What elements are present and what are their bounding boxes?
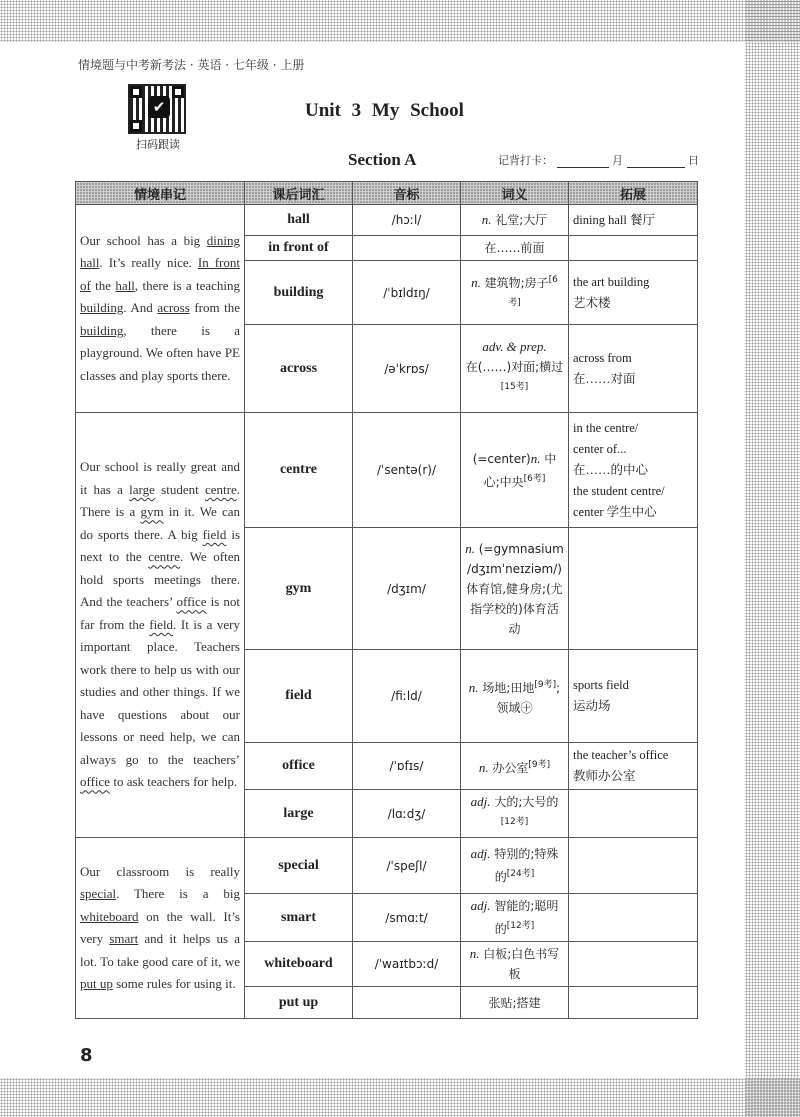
story-keyword: office	[176, 594, 207, 610]
phonetic: /ˈwaɪtbɔːd/	[353, 942, 461, 987]
story-keyword: smart	[109, 931, 139, 946]
story-keyword: gym	[140, 504, 164, 520]
meaning	[461, 650, 569, 743]
extension	[569, 987, 698, 1019]
meaning	[461, 205, 569, 236]
meaning-text: 在(……)对面;横过	[465, 360, 564, 374]
part-of-speech: adj.	[470, 846, 491, 861]
phonetic: /dʒɪm/	[353, 528, 461, 650]
vocab-word: gym	[245, 528, 353, 650]
extension-line: sports field	[573, 678, 629, 692]
story-keyword: hall	[115, 277, 135, 293]
story-text: . There is a big	[116, 886, 240, 901]
extension	[569, 838, 698, 894]
story-keyword: field	[202, 526, 227, 542]
story-keyword: across	[157, 300, 190, 316]
extension-line: center of...	[573, 441, 627, 456]
story-keyword: office	[80, 774, 111, 790]
exam-count-badge: [15考]	[500, 382, 529, 392]
checkin-label: 记背打卡：	[498, 154, 553, 167]
phonetic: /ˈbɪldɪŋ/	[353, 261, 461, 325]
extension-line: across from	[573, 350, 632, 365]
phonetic: /lɑːdʒ/	[353, 790, 461, 838]
story-text: Our classroom is really	[80, 863, 240, 879]
meaning	[461, 236, 569, 261]
extension-line: the teacher’s office	[573, 748, 669, 762]
story-keyword: field	[149, 616, 174, 632]
unit-title: Unit 3 My School	[305, 100, 464, 121]
part-of-speech: n.	[481, 212, 492, 227]
book-title: 情境题与中考新考法 · 英语 · 七年级 · 上册	[78, 58, 305, 72]
vocab-word: put up	[245, 987, 353, 1019]
story-text: on the wall. It’s very	[80, 908, 240, 946]
story-keyword: building	[80, 322, 124, 338]
month-blank[interactable]	[557, 167, 609, 168]
part-of-speech: n.	[465, 540, 475, 556]
story-keyword: building	[80, 300, 124, 316]
vocab-word: centre	[245, 413, 353, 528]
meaning-text: 白板;白色书写板	[479, 947, 560, 981]
story-text: . And	[123, 300, 158, 316]
extension	[569, 743, 698, 790]
extension	[569, 942, 698, 987]
meaning	[461, 838, 569, 894]
extension	[569, 790, 698, 838]
meaning	[461, 987, 569, 1019]
meaning-text: 智能的;聪明的	[490, 899, 559, 936]
phonetic: /əˈkrɒs/	[353, 325, 461, 413]
meaning-text: 礼堂;大厅	[491, 213, 548, 227]
extension-line: 在……的中心	[573, 462, 649, 477]
meaning-text: 大的;大号的	[490, 795, 559, 809]
vocab-word: office	[245, 743, 353, 790]
checkin-line	[498, 152, 699, 168]
vocab-word: hall	[245, 205, 353, 236]
month-label: 月	[612, 154, 623, 167]
story-text: is next to the	[80, 526, 241, 565]
extension	[569, 261, 698, 325]
part-of-speech: n.	[530, 450, 541, 466]
header-extension: 拓展	[569, 182, 698, 205]
scan-border-right	[745, 0, 800, 1117]
extension	[569, 325, 698, 413]
phonetic: /smɑːt/	[353, 894, 461, 942]
story-text: . It’s really nice.	[99, 255, 198, 271]
part-of-speech: n.	[471, 274, 481, 290]
extension-line: the student centre/	[573, 483, 665, 498]
exam-count-badge: [12考]	[500, 817, 529, 827]
extension-line: center 学生中心	[573, 504, 657, 519]
story-text: is not far from the	[80, 594, 240, 632]
story-text: . We often hold sports meetings there. And the teachers’	[80, 549, 240, 610]
header-ipa: 音标	[353, 182, 461, 205]
phonetic: /hɔːl/	[353, 205, 461, 236]
extension-line: in the centre/	[573, 420, 639, 435]
meaning-text: 建筑物;房子	[480, 275, 549, 290]
header-meaning: 词义	[461, 182, 569, 205]
qr-label: 扫码跟读	[136, 138, 180, 151]
story-text: . There is a	[80, 481, 240, 520]
table-header-row	[76, 182, 698, 205]
extension	[569, 528, 698, 650]
story-text: some rules for using it.	[112, 976, 236, 991]
exam-count-badge: [9考]	[528, 759, 551, 770]
check-icon: ✔	[148, 96, 170, 118]
meaning-text: 办公室	[488, 760, 529, 775]
extension	[569, 650, 698, 743]
extension-line: 在……对面	[573, 371, 636, 386]
table-row	[76, 413, 698, 528]
extension-line: the art building	[573, 274, 650, 289]
page-number: 8	[80, 1045, 93, 1066]
part-of-speech: n.	[469, 946, 480, 961]
story-text: . It is a very important place. Teachers work there to help us with our studies and other things. If we have questions about our lessons or need help, we can always go to the teachers’	[80, 616, 240, 767]
phonetic	[353, 236, 461, 261]
vocab-table	[75, 181, 698, 1019]
story-text: student	[154, 481, 205, 497]
vocab-word: special	[245, 838, 353, 894]
story-text: to ask teachers for help.	[110, 774, 238, 790]
day-label: 日	[688, 154, 699, 167]
table-row	[76, 838, 698, 894]
story-text: Our school has a big	[80, 232, 207, 248]
meaning-text: (=gymnasium /dʒɪmˈneɪziəm/)体育馆,健身房;(尤指学校的)体育活动	[466, 541, 564, 636]
scan-border-bottom	[0, 1078, 800, 1117]
header-story: 情境串记	[76, 182, 245, 205]
story-keyword: put up	[80, 976, 113, 991]
meaning	[461, 325, 569, 413]
part-of-speech: adj.	[470, 898, 491, 913]
story-cell	[76, 205, 245, 413]
story-text: and it helps us a lot. To take good care of it, we	[80, 931, 240, 969]
story-text: Our school is really great and it has a	[80, 459, 240, 497]
story-keyword: whiteboard	[80, 908, 139, 924]
phonetic: /fiːld/	[353, 650, 461, 743]
qr-code-icon[interactable]	[128, 84, 186, 134]
extension	[569, 894, 698, 942]
story-cell	[76, 838, 245, 1019]
meaning-text: 中心;中央	[483, 451, 557, 489]
vocab-word: building	[245, 261, 353, 325]
meaning	[461, 894, 569, 942]
extension-line: dining hall 餐厅	[573, 212, 655, 227]
story-keyword: special	[80, 886, 117, 901]
part-of-speech: adv. & prep.	[482, 339, 547, 354]
extension	[569, 236, 698, 261]
phonetic: /ˈɒfɪs/	[353, 743, 461, 790]
vocab-word: field	[245, 650, 353, 743]
story-keyword: dining hall	[80, 232, 240, 271]
exam-count-badge: [6考]	[523, 473, 546, 484]
extension-line: 运动场	[573, 699, 611, 713]
story-text: from the	[189, 300, 241, 316]
extension-line: 艺术楼	[573, 295, 611, 310]
part-of-speech: adj.	[470, 794, 491, 809]
vocab-word: in front of	[245, 236, 353, 261]
header-word: 课后词汇	[245, 182, 353, 205]
scan-border-top	[0, 0, 800, 42]
vocab-word: large	[245, 790, 353, 838]
section-title: Section A	[348, 150, 417, 169]
day-blank[interactable]	[627, 167, 685, 168]
story-text: the	[90, 277, 116, 293]
meaning-text: 张贴;搭建	[488, 995, 541, 1010]
story-text: , there is a playground. We often have PE classes and play sports there.	[80, 322, 240, 383]
meaning-text: (=center)	[472, 451, 531, 466]
exam-count-badge: [24考]	[506, 869, 535, 879]
exam-count-badge: [6考]	[508, 274, 558, 308]
meaning	[461, 743, 569, 790]
meaning-text: 在……前面	[484, 241, 545, 255]
meaning	[461, 261, 569, 325]
story-text: in it. We can do sports there. A big	[80, 504, 240, 542]
story-text: , there is a teaching	[134, 277, 240, 293]
story-keyword: centre	[204, 481, 237, 497]
story-keyword: large	[129, 481, 155, 497]
story-keyword: centre	[148, 549, 181, 565]
meaning-text: ; 领域㊉	[496, 680, 561, 715]
meaning	[461, 942, 569, 987]
meaning	[461, 528, 569, 650]
meaning-text: 场地;田地	[478, 680, 535, 695]
extension-line: 教师办公室	[573, 769, 636, 783]
story-cell	[76, 413, 245, 838]
meaning	[461, 413, 569, 528]
part-of-speech: n.	[478, 759, 489, 775]
exam-count-badge: [9考]	[534, 679, 557, 690]
table-row	[76, 205, 698, 236]
phonetic: /ˈspeʃl/	[353, 838, 461, 894]
vocab-word: whiteboard	[245, 942, 353, 987]
phonetic: /ˈsentə(r)/	[353, 413, 461, 528]
meaning	[461, 790, 569, 838]
exam-count-badge: [12考]	[506, 921, 535, 931]
part-of-speech: n.	[468, 679, 479, 695]
phonetic	[353, 987, 461, 1019]
meaning-text: 特别的;特殊的	[490, 847, 559, 884]
extension	[569, 413, 698, 528]
extension	[569, 205, 698, 236]
vocab-word: across	[245, 325, 353, 413]
vocab-word: smart	[245, 894, 353, 942]
story-keyword: In front of	[80, 255, 240, 293]
